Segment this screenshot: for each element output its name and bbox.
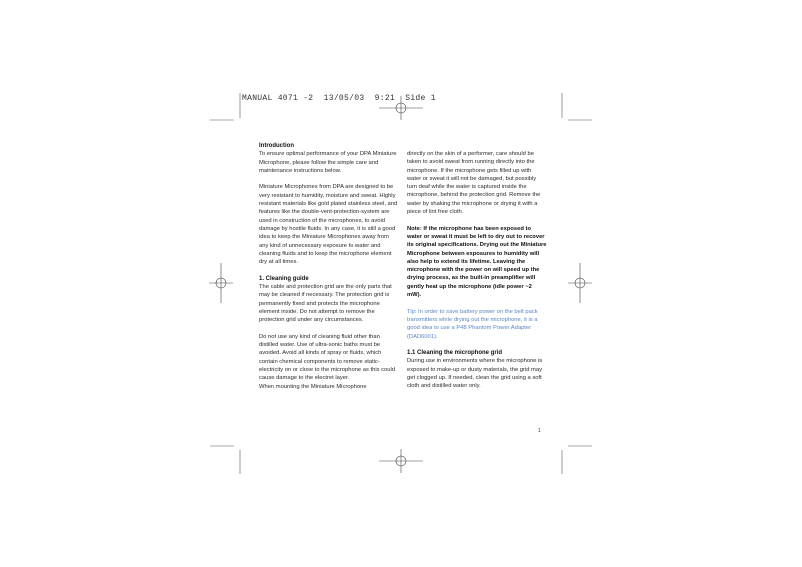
tip-paragraph: Tip: In order to save battery power on the belt pack transmitters while drying out the microphone, it is a good idea to use a P48 Phantom Power Adapter (DAD6001). [407,308,538,340]
registration-mark-left [209,263,233,303]
left-column [259,142,399,391]
sweat-paragraph: directly on the skin of a performer, care should be taken to avoid sweat from running directly into the microphone. If the microphone gets filled up with water or sweat it will not be damaged, but possibly turn deaf while the water is captured inside the microphone, behind the protection grid. Remove the water by shaking the microphone or drying it with a piece of lint free cloth. [407,151,541,216]
intro-paragraph: To ensure optimal performance of your DPA Miniature Microphone, please follow the simple care and maintenance instructions below. [259,151,397,174]
mounting-paragraph: When mounting the Miniature Microphone [259,383,367,390]
note-paragraph: Note: If the microphone has been exposed to water or sweat it must be left to dry out to recover its original specifications. Drying out the Miniature Microphone between exposures to humidity will also help to extend its lifetime. Leaving the microphone with the power on will speed up the drying process, as the built-in preamplifier will gently heat up the microphone (idle power ~2 mW). [407,225,547,299]
print-slug: MANUAL 4071 -2 13/05/03 9:21 Side 1 [242,94,436,103]
resistance-paragraph: Miniature Microphones from DPA are designed to be very resistant to humidity, moisture and sweat. Highly resistant materials like gold plated stainless steel, and features like the double-vent-protection-system are used in construction of the microphones, to avoid damage by hostile fluids. In any case, it is still a good idea to keep the Miniature Microphones away from any kind of unnecessary exposure to water and cleaning fluids and to keep the microphone element dry at all times. [259,184,398,266]
registration-mark-right [568,263,592,303]
registration-mark-bottom [379,449,423,473]
grid-cleaning-paragraph: During use in environments where the microphone is exposed to make-up or dusty materials, the grid may get clogged up. If needed, clean the grid using a soft cloth and distilled water only. [407,358,543,390]
page-number: 1 [538,428,541,434]
registration-mark-top [379,96,423,120]
cleaning-guide-heading: 1. Cleaning guide [259,275,309,282]
intro-heading: Introduction [259,143,294,149]
cleaning-guide-paragraph: The cable and protection grid are the only parts that may be cleaned if necessary. The protection grid is permanently fixed and protects the microphone element inside. Do not attempt to remove the protection grid under any circumstances. [259,284,392,324]
cleaning-fluid-paragraph: Do not use any kind of cleaning fluid other than distilled water. Use of ultra-sonic baths must be avoided. Avoid all kinds of spray or fluids, which contain chemical components to remove static-electricity on or close to the microphone as this could cause damage to the electret layer. [259,333,395,382]
grid-cleaning-heading: 1.1 Cleaning the microphone grid [407,350,503,357]
right-column [407,150,547,391]
